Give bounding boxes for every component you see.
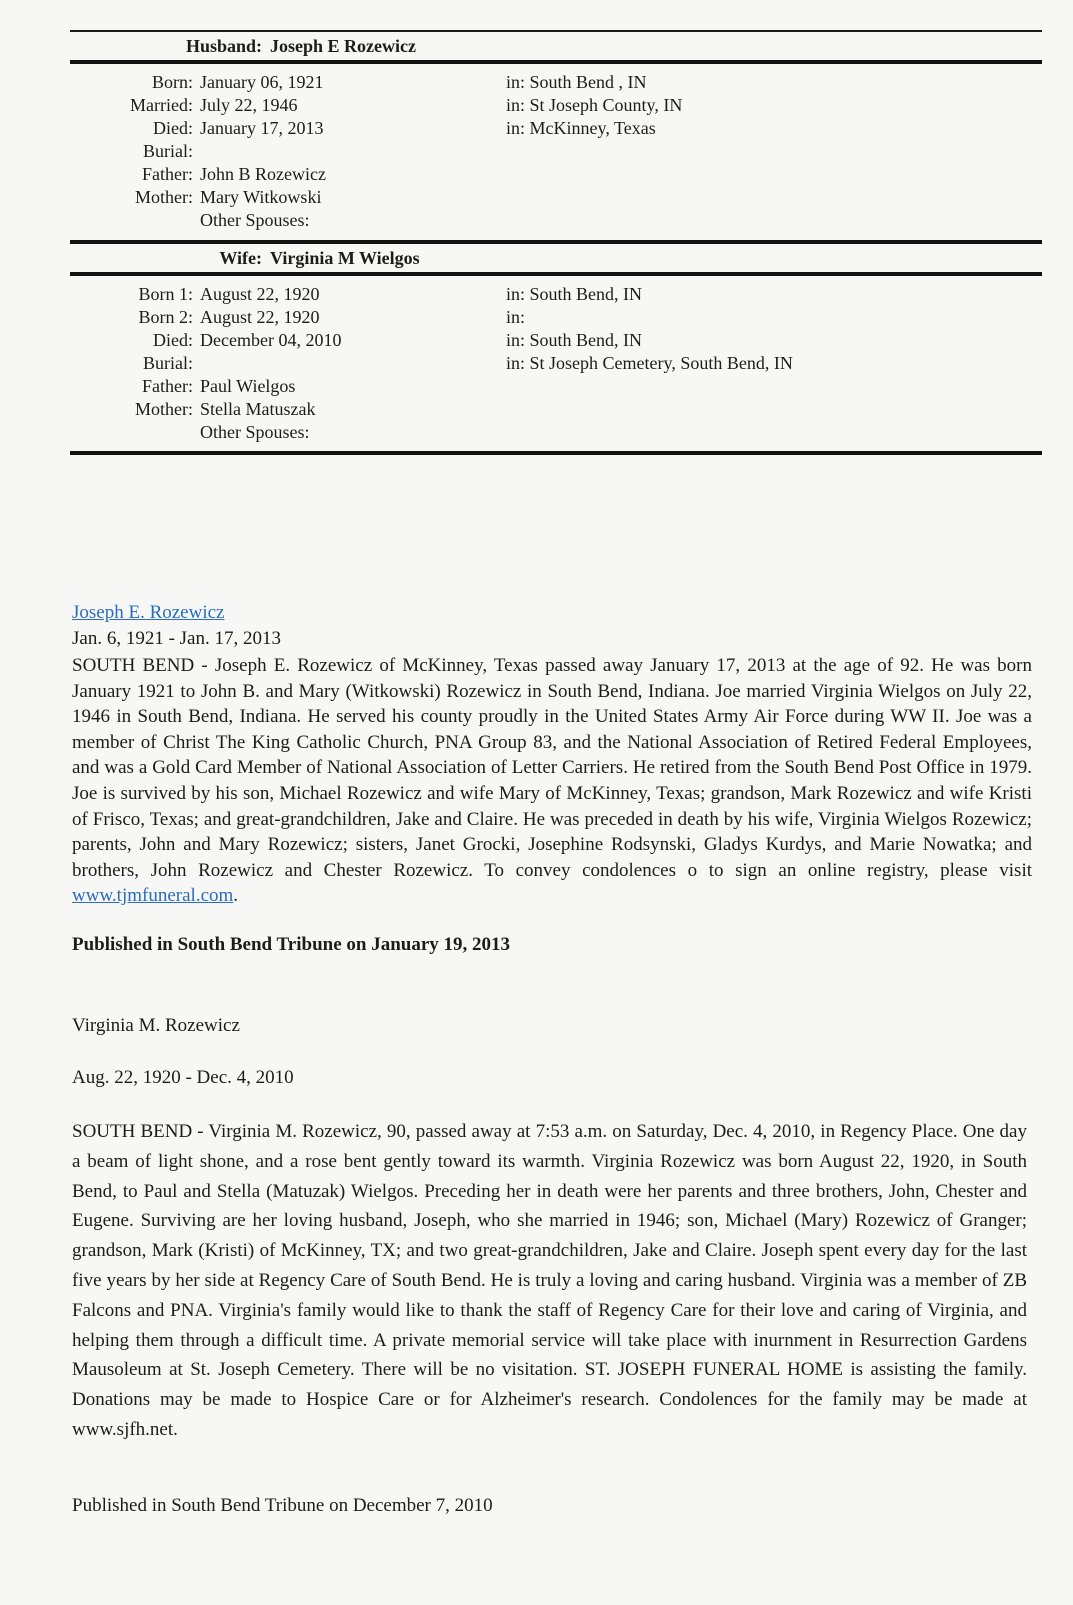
fact-label: Born 1: bbox=[138, 284, 193, 304]
fact-label: Burial: bbox=[143, 353, 193, 373]
fact-value: August 22, 1920 bbox=[200, 284, 320, 304]
obituary-name: Virginia M. Rozewicz bbox=[72, 1015, 240, 1036]
husband-fact-born bbox=[0, 71, 1073, 94]
fact-value: Paul Wielgos bbox=[200, 376, 296, 396]
husband-fact-died bbox=[0, 117, 1073, 140]
fact-place: in: South Bend, IN bbox=[506, 330, 643, 350]
wife-fact-born2 bbox=[0, 306, 1073, 329]
fact-value: John B Rozewicz bbox=[200, 164, 326, 184]
fact-label: Burial: bbox=[143, 141, 193, 161]
obituary-name-link[interactable]: Joseph E. Rozewicz bbox=[72, 602, 225, 623]
fact-value: January 17, 2013 bbox=[200, 118, 324, 138]
husband-fact-married bbox=[0, 94, 1073, 117]
wife-label: Wife: bbox=[219, 248, 262, 268]
obituary-published: Published in South Bend Tribune on January 19, 2013 bbox=[72, 934, 511, 955]
husband-fact-mother bbox=[0, 186, 1073, 209]
husband-name: Joseph E Rozewicz bbox=[270, 36, 416, 56]
fact-value: August 22, 1920 bbox=[200, 307, 320, 327]
husband-fact-father bbox=[0, 163, 1073, 186]
fact-label: Father: bbox=[142, 164, 193, 184]
fact-label: Born: bbox=[151, 72, 193, 92]
divider bbox=[70, 451, 1042, 455]
fact-value: July 22, 1946 bbox=[200, 95, 298, 115]
fact-label: Father: bbox=[142, 376, 193, 396]
wife-name: Virginia M Wielgos bbox=[270, 248, 420, 268]
divider bbox=[70, 60, 1042, 64]
wife-other-spouses: Other Spouses: bbox=[200, 422, 310, 442]
husband-other-spouses: Other Spouses: bbox=[200, 210, 310, 230]
wife-fact-father bbox=[0, 375, 1073, 398]
fact-label: Married: bbox=[130, 95, 193, 115]
husband-fact-burial bbox=[0, 140, 1073, 163]
wife-header bbox=[70, 248, 1042, 272]
obituary-body bbox=[72, 653, 1032, 909]
fact-value: Mary Witkowski bbox=[200, 187, 322, 207]
obituary-body: SOUTH BEND - Virginia M. Rozewicz, 90, passed away at 7:53 a.m. on Saturday, Dec. 4, 2010, in Regency Place. One day a beam of light shone, and a rose bent gently toward its warmth. Virginia Rozewicz was born August 22, 1920, in South Bend, to Paul and Stella (Matuzak) Wielgos. Preceding her in death were her parents and three brothers, John, Chester and Eugene. Surviving are her loving husband, Joseph, who she married in 1946; son, Michael (Mary) Rozewicz of Granger; grandson, Mark (Kristi) of McKinney, TX; and two great-grandchildren, Jake and Claire. Joseph spent every day for the last five years by her side at Regency Care of South Bend. He is truly a loving and caring husband. Virginia was a member of ZB Falcons and PNA. Virginia's family would like to thank the staff of Regency Care for their love and caring of Virginia, and helping them through a difficult time. A private memorial service will take place with inurnment in Resurrection Gardens Mausoleum at St. Joseph Cemetery. There will be no visitation. ST. JOSEPH FUNERAL HOME is assisting the family. Donations may be made to Hospice Care or for Alzheimer's research. Condolences for the family may be made at www.sjfh.net. bbox=[72, 1121, 1027, 1440]
wife-fact-burial bbox=[0, 352, 1073, 375]
fact-label: Died: bbox=[153, 118, 193, 138]
divider bbox=[70, 240, 1042, 244]
husband-label: Husband: bbox=[185, 36, 262, 56]
obituary-published: Published in South Bend Tribune on December 7, 2010 bbox=[72, 1495, 493, 1516]
obituary-dates: Aug. 22, 1920 - Dec. 4, 2010 bbox=[72, 1067, 294, 1088]
fact-label: Died: bbox=[153, 330, 193, 350]
fact-label: Born 2: bbox=[138, 307, 193, 327]
fact-place: in: South Bend, IN bbox=[506, 284, 643, 304]
obituary-text: SOUTH BEND - Joseph E. Rozewicz of McKinney, Texas passed away January 17, 2013 at the age of 92. He was born January 1921 to John B. and Mary (Witkowski) Rozewicz in South Bend, Indiana. Joe married Virginia Wielgos on July 22, 1946 in South Bend, Indiana. He served his county proudly in the United States Army Air Force during WW II. Joe was a member of Christ The King Catholic Church, PNA Group 83, and the National Association of Retired Federal Employees, and was a Gold Card Member of National Association of Letter Carriers. He retired from the South Bend Post Office in 1979. Joe is survived by his son, Michael Rozewicz and wife Mary of McKinney, Texas; grandson, Mark Rozewicz and wife Kristi of Frisco, Texas; and great-grandchildren, Jake and Claire. He was preceded in death by his wife, Virginia Wielgos Rozewicz; parents, John and Mary Rozewicz; sisters, Janet Grocki, Josephine Rodsynski, Gladys Kurdys, and Marie Nowatka; and brothers, John Rozewicz and Chester Rozewicz. To convey condolences o to sign an online registry, please visit bbox=[72, 655, 1032, 881]
wife-fact-died bbox=[0, 329, 1073, 352]
obituary-text-end: . bbox=[233, 885, 239, 907]
fact-value: December 04, 2010 bbox=[200, 330, 342, 350]
wife-fact-born1 bbox=[0, 283, 1073, 306]
obituary-dates: Jan. 6, 1921 - Jan. 17, 2013 bbox=[72, 628, 281, 649]
fact-label: Mother: bbox=[135, 187, 193, 207]
funeral-home-link[interactable]: www.tjmfuneral.com bbox=[72, 885, 234, 907]
husband-header bbox=[70, 36, 1042, 60]
fact-label: Mother: bbox=[135, 399, 193, 419]
fact-value: January 06, 1921 bbox=[200, 72, 324, 92]
fact-value: Stella Matuszak bbox=[200, 399, 316, 419]
fact-place: in: St Joseph Cemetery, South Bend, IN bbox=[506, 353, 793, 373]
wife-fact-mother bbox=[0, 398, 1073, 421]
divider bbox=[70, 272, 1042, 276]
fact-place: in: South Bend , IN bbox=[506, 72, 647, 92]
fact-place: in: McKinney, Texas bbox=[506, 118, 656, 138]
fact-place: in: St Joseph County, IN bbox=[506, 95, 683, 115]
divider bbox=[70, 30, 1042, 32]
fact-place: in: bbox=[506, 307, 526, 327]
